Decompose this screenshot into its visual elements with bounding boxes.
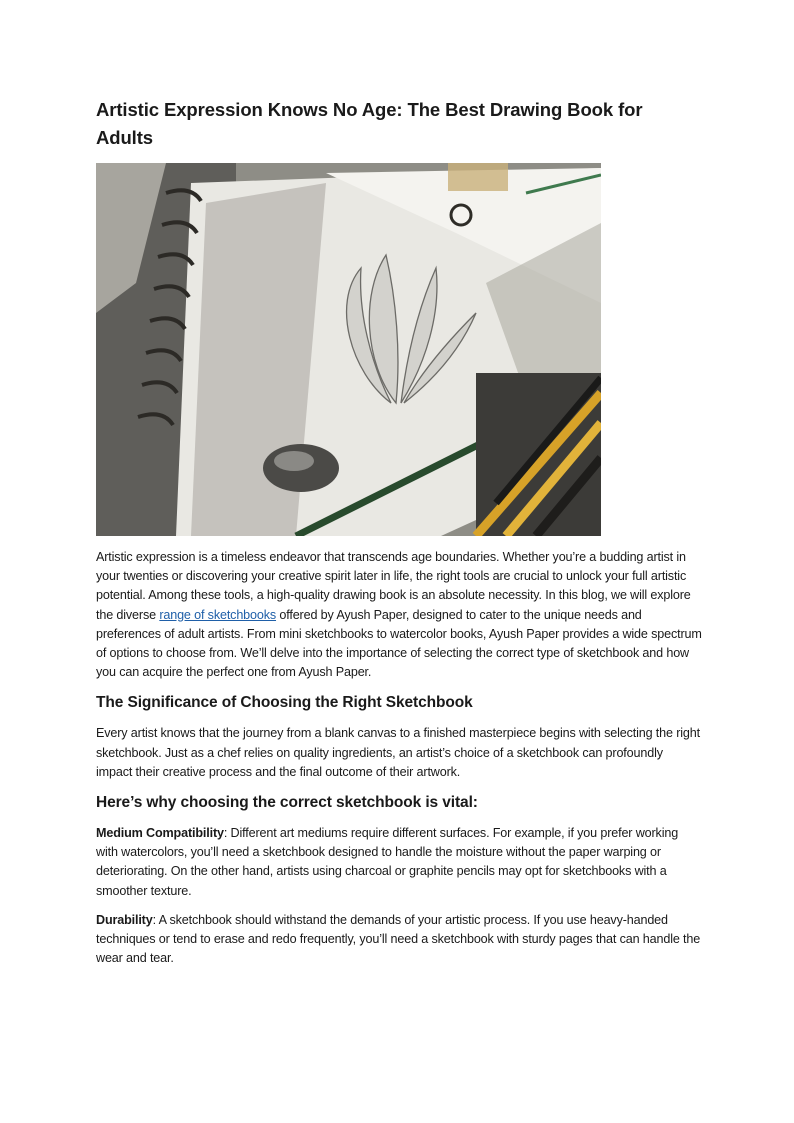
section-heading-why-vital: Here’s why choosing the correct sketchbook is vital: bbox=[96, 794, 478, 812]
intro-text-after-link: offered by Ayush Paper, designed to cater to the unique needs and preferences of adult artists. From mini sketchbooks to watercolor books, Ayush Paper provides a wide spectrum of options to choose from. We’ll delve into the importance of selecting the correct type of sketchbook and how you can acquire the perfect one from Ayush Paper. bbox=[96, 607, 702, 680]
section-heading-significance: The Significance of Choosing the Right Sketchbook bbox=[96, 694, 473, 712]
term-durability: Durability bbox=[96, 912, 153, 927]
hero-image bbox=[96, 163, 601, 536]
document-page bbox=[96, 96, 702, 978]
significance-paragraph: Every artist knows that the journey from a blank canvas to a finished masterpiece begins with selecting the right sketchbook. Just as a chef relies on quality ingredients, an artist’s choice of a sketchbook can profoundly impact their creative process and the final outcome of their artwork. bbox=[96, 726, 700, 779]
term-medium-compatibility: Medium Compatibility bbox=[96, 826, 224, 841]
text-medium-compatibility: : Different art mediums require different surfaces. For example, if you prefer working with watercolors, you’ll need a sketchbook designed to handle the moisture without the paper warping or deteriorating. On the other hand, artists using charcoal or graphite pencils may opt for sketchbooks with a smoother texture. bbox=[96, 826, 679, 898]
list-item-durability bbox=[96, 911, 702, 969]
sketchbook-photo-icon bbox=[96, 163, 601, 536]
intro-text-before-link: Artistic expression is a timeless endeavor that transcends age boundaries. Whether you’re a budding artist in your twenties or discovering your creative spirit later in life, the right tools are crucial to unlock your full artistic potential. Among these tools, a high-quality drawing book is an absolute necessity. In this blog, we will explore the diverse bbox=[96, 550, 691, 622]
intro-paragraph bbox=[96, 548, 702, 682]
page-title: Artistic Expression Knows No Age: The Best Drawing Book for Adults bbox=[96, 99, 643, 148]
sketchbooks-range-link[interactable]: range of sketchbooks bbox=[159, 607, 277, 622]
text-durability: : A sketchbook should withstand the demands of your artistic process. If you use heavy-handed techniques or tend to erase and redo frequently, you’ll need a sketchbook with sturdy pages that can handle the wear and tear. bbox=[96, 912, 701, 966]
list-item-medium-compatibility bbox=[96, 824, 702, 901]
